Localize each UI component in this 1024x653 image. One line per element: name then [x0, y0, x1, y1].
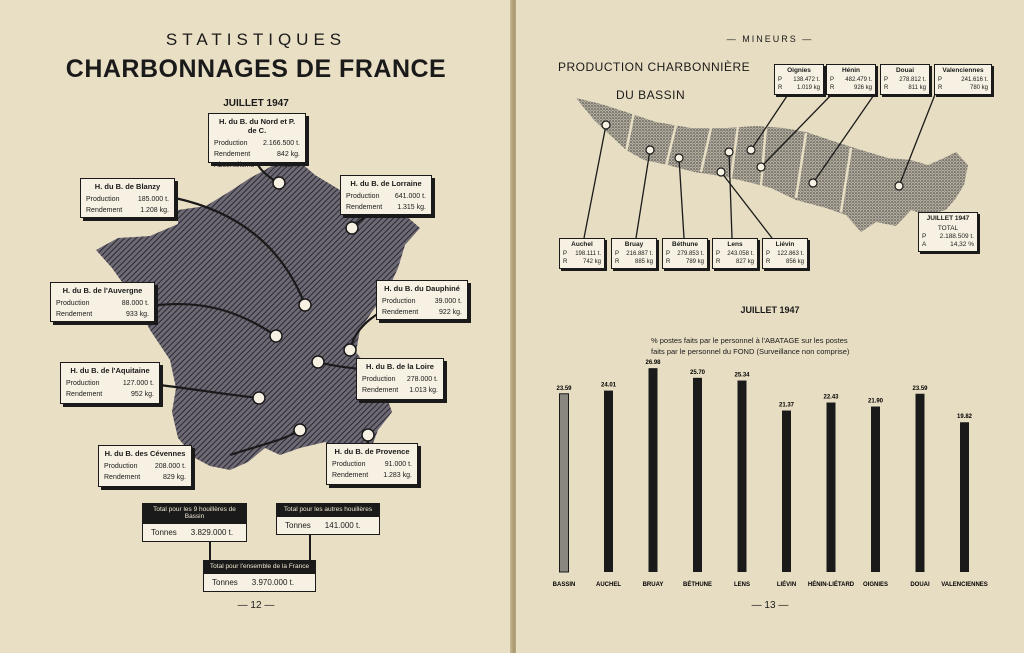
group-name: Lens: [727, 241, 743, 248]
marker-cevennes: [294, 424, 306, 436]
left-date: JUILLET 1947: [223, 98, 289, 109]
marker-aquitaine: [253, 392, 265, 404]
left-title: CHARBONNAGES DE FRANCE: [65, 55, 447, 83]
total-a-label: A: [922, 241, 927, 248]
total-autres-houilleres: [276, 503, 380, 535]
basin-box-loire: [356, 358, 444, 400]
total-france: [203, 560, 316, 592]
group-box-bethune: [662, 238, 708, 269]
group-production: 279.853 t.: [677, 251, 704, 257]
r-label: R: [766, 259, 771, 265]
group-rendement: 926 kg: [853, 85, 872, 91]
total-box-title: JUILLET 1947: [926, 215, 970, 222]
stat-label: Absentéisme: [214, 162, 255, 169]
group-name: Douai: [895, 67, 915, 74]
basin-name: H. du B. de la Loire: [366, 362, 434, 371]
bar-value-label: 21.37: [778, 402, 795, 409]
p-label: P: [666, 251, 671, 257]
total-header: Total pour les 9 houillères de Bassin: [142, 503, 247, 523]
stat-label: Production: [66, 380, 100, 387]
bar-lens: [738, 381, 747, 572]
stat-value: 278.000 t.: [406, 376, 438, 383]
bar-bruay: [649, 368, 658, 572]
bar-category-label: OIGNIES: [862, 582, 889, 588]
stat-label: Production: [332, 461, 366, 468]
stat-label: Production: [346, 193, 380, 200]
group-production: 138.472 t.: [793, 77, 820, 83]
group-box-douai: [880, 64, 930, 95]
right-title-line1: PRODUCTION CHARBONNIÈRE: [558, 60, 751, 74]
stat-label: Production: [104, 463, 138, 470]
bar-chart-values: [556, 360, 972, 420]
group-name: Hénin: [841, 67, 861, 74]
total-value: 141.000 t.: [324, 521, 361, 530]
stat-label: Production: [214, 140, 248, 147]
group-box-oignies: [774, 64, 824, 95]
basin-name: H. du B. des Cévennes: [104, 449, 186, 458]
stat-label: Rendement: [362, 387, 399, 394]
r-label: R: [615, 259, 620, 265]
group-name: Valenciennes: [942, 67, 984, 74]
bar-oignies: [871, 407, 880, 572]
total-header: Total pour les autres houillères: [276, 503, 380, 516]
bar-category-label: AUCHEL: [596, 582, 621, 588]
group-name: Béthune: [672, 241, 698, 248]
total-9-houilleres: [142, 503, 247, 542]
group-box-lens: [712, 238, 758, 269]
total-label: Tonnes: [212, 578, 238, 587]
stat-value: 641.000 t.: [394, 193, 426, 200]
marker-lorraine: [346, 222, 358, 234]
bar-liévin: [782, 411, 791, 572]
stat-value: 14,32 %: [274, 162, 300, 169]
group-production: 216.887 t.: [626, 251, 653, 257]
p-label: P: [938, 77, 943, 83]
stat-label: Rendement: [66, 391, 103, 398]
basin-name: H. du B. de l'Auvergne: [62, 286, 143, 295]
group-box-auchel: [559, 238, 605, 269]
stat-value: 91.000 t.: [384, 461, 412, 468]
stat-label: Rendement: [214, 151, 251, 158]
right-title-line2: DU BASSIN: [616, 88, 686, 102]
p-label: P: [884, 77, 889, 83]
bar-valenciennes: [960, 422, 969, 572]
stat-label: Production: [86, 196, 120, 203]
bar-category-label: LENS: [733, 582, 751, 588]
group-box-bruay: [611, 238, 657, 269]
stat-label: Production: [56, 300, 90, 307]
stat-value: 829 kg.: [163, 474, 186, 481]
group-production: 198.111 t.: [575, 251, 601, 257]
bar-category-label: LIÉVIN: [776, 582, 797, 588]
p-label: P: [615, 251, 620, 257]
bar-value-label: 26.98: [645, 360, 661, 367]
bar-chart-bars: [560, 368, 970, 572]
r-label: R: [884, 85, 889, 91]
stat-label: Rendement: [86, 207, 123, 214]
stat-label: Rendement: [382, 309, 419, 316]
stat-label: Production: [382, 298, 416, 305]
right-page: [516, 0, 1024, 653]
right-page-number: — 13 —: [751, 600, 789, 611]
marker-provence: [362, 429, 374, 441]
group-rendement: 742 kg: [582, 259, 601, 265]
total-box-bassin: [918, 212, 978, 252]
total-p-label: P: [922, 233, 927, 240]
group-rendement: 1.019 kg: [796, 85, 820, 91]
bar-category-label: BÉTHUNE: [682, 582, 713, 588]
right-header: — MINEURS —: [726, 34, 814, 44]
stat-value: 922 kg.: [439, 309, 462, 316]
stat-value: 933 kg.: [126, 311, 149, 318]
group-box-valenciennes: [934, 64, 992, 95]
basin-name: H. du B. de Blanzy: [94, 182, 161, 191]
total-value: 3.829.000 t.: [190, 528, 234, 537]
group-name: Bruay: [624, 241, 644, 248]
group-production: 243.058 t.: [727, 251, 754, 257]
r-label: R: [938, 85, 943, 91]
total-box-subtitle: TOTAL: [937, 225, 959, 232]
bar-category-label: BASSIN: [552, 582, 576, 588]
bar-value-label: 25.34: [734, 372, 750, 379]
bar-béthune: [693, 378, 702, 572]
basin-name: H. du B. de l'Aquitaine: [70, 366, 150, 375]
stat-value: 1.283 kg.: [383, 472, 412, 479]
basin-box-cevennes: [98, 445, 192, 487]
marker-loire: [312, 356, 324, 368]
p-label: P: [830, 77, 835, 83]
stat-value: 39.000 t.: [434, 298, 462, 305]
total-label: Tonnes: [285, 521, 311, 530]
marker-blanzy: [299, 299, 311, 311]
bar-hénin-liétard: [827, 403, 836, 572]
group-production: 241.616 t.: [961, 77, 988, 83]
group-name: Auchel: [571, 241, 593, 248]
bar-category-label: BRUAY: [642, 582, 664, 588]
group-rendement: 780 kg: [969, 85, 988, 91]
bar-chart-categories: [553, 580, 988, 588]
marker-dauphine: [344, 344, 356, 356]
r-label: R: [666, 259, 671, 265]
basin-box-nord: [208, 113, 306, 169]
stat-value: 842 kg.: [277, 151, 300, 158]
stat-value: 2.166.500 t.: [263, 140, 300, 147]
stat-value: 1.208 kg.: [140, 207, 169, 214]
left-supertitle: STATISTIQUES: [165, 30, 347, 49]
stat-value: 208.000 t.: [154, 463, 186, 470]
stat-label: Rendement: [104, 474, 141, 481]
p-label: P: [778, 77, 783, 83]
group-rendement: 789 kg: [685, 259, 704, 265]
group-box-lievin: [762, 238, 808, 269]
basin-box-provence: [326, 443, 418, 485]
chart-subtitle-2: faits par le personnel du FOND (Surveillance non comprise): [651, 347, 850, 356]
p-label: P: [716, 251, 721, 257]
basin-box-blanzy: [80, 178, 175, 218]
left-page-number: — 12 —: [237, 600, 275, 611]
group-name: Oignies: [787, 67, 811, 74]
basin-name: H. du B. de Lorraine: [350, 179, 422, 188]
r-label: R: [830, 85, 835, 91]
basin-box-lorraine: [340, 175, 432, 215]
basin-box-dauphine: [376, 280, 468, 320]
group-box-henin: [826, 64, 876, 95]
group-production: 278.812 t.: [899, 77, 926, 83]
bar-category-label: DOUAI: [910, 582, 930, 588]
r-label: R: [563, 259, 568, 265]
group-rendement: 827 kg: [735, 259, 754, 265]
bar-value-label: 23.59: [556, 385, 572, 392]
stat-label: Rendement: [332, 472, 369, 479]
bassin-map: [516, 0, 1024, 653]
basin-box-auvergne: [50, 282, 155, 322]
basin-box-aquitaine: [60, 362, 160, 404]
bar-value-label: 22.43: [823, 394, 839, 401]
stat-value: 88.000 t.: [121, 300, 149, 307]
chart-subtitle-1: % postes faits par le personnel à l'ABATAGE sur les postes: [651, 336, 848, 345]
bar-value-label: 21.90: [867, 398, 884, 405]
bar-value-label: 24.01: [600, 382, 617, 389]
stat-value: 1.013 kg.: [409, 387, 438, 394]
bar-douai: [916, 394, 925, 572]
group-production: 122.863 t.: [777, 251, 804, 257]
group-rendement: 811 kg: [908, 85, 926, 91]
marker-auvergne: [270, 330, 282, 342]
stat-value: 952 kg.: [131, 391, 154, 398]
group-rendement: 856 kg: [785, 259, 804, 265]
bar-value-label: 23.59: [912, 385, 928, 392]
stat-label: Rendement: [346, 204, 383, 211]
p-label: P: [563, 251, 568, 257]
total-absenteisme: 14,32 %: [950, 241, 974, 248]
basin-name: H. du B. de Provence: [334, 447, 410, 456]
r-label: R: [778, 85, 783, 91]
total-label: Tonnes: [151, 528, 177, 537]
group-production: 482.479 t.: [845, 77, 872, 83]
bar-auchel: [604, 391, 613, 572]
p-label: P: [766, 251, 771, 257]
total-value: 3.970.000 t.: [251, 578, 295, 587]
bar-category-label: HÉNIN-LIÉTARD: [807, 582, 855, 588]
bar-category-label: VALENCIENNES: [941, 582, 988, 588]
basin-name: H. du B. du Dauphiné: [384, 284, 460, 293]
total-production: 2.188.509 t.: [939, 233, 974, 240]
stat-value: 1.315 kg.: [397, 204, 426, 211]
stat-value: 185.000 t.: [137, 196, 169, 203]
stat-label: Rendement: [56, 311, 93, 318]
total-header: Total pour l'ensemble de la France: [203, 560, 316, 573]
chart-title: JUILLET 1947: [740, 305, 800, 315]
bar-bassin: [560, 394, 569, 572]
group-name: Liévin: [775, 241, 795, 248]
basin-name: H. du B. du Nord et P. de C.: [218, 117, 296, 135]
stat-value: 127.000 t.: [122, 380, 154, 387]
stat-label: Production: [362, 376, 396, 383]
r-label: R: [716, 259, 721, 265]
bar-value-label: 19.82: [956, 414, 973, 421]
bar-value-label: 25.70: [689, 369, 706, 376]
group-rendement: 885 kg: [634, 259, 653, 265]
marker-nord: [273, 177, 285, 189]
